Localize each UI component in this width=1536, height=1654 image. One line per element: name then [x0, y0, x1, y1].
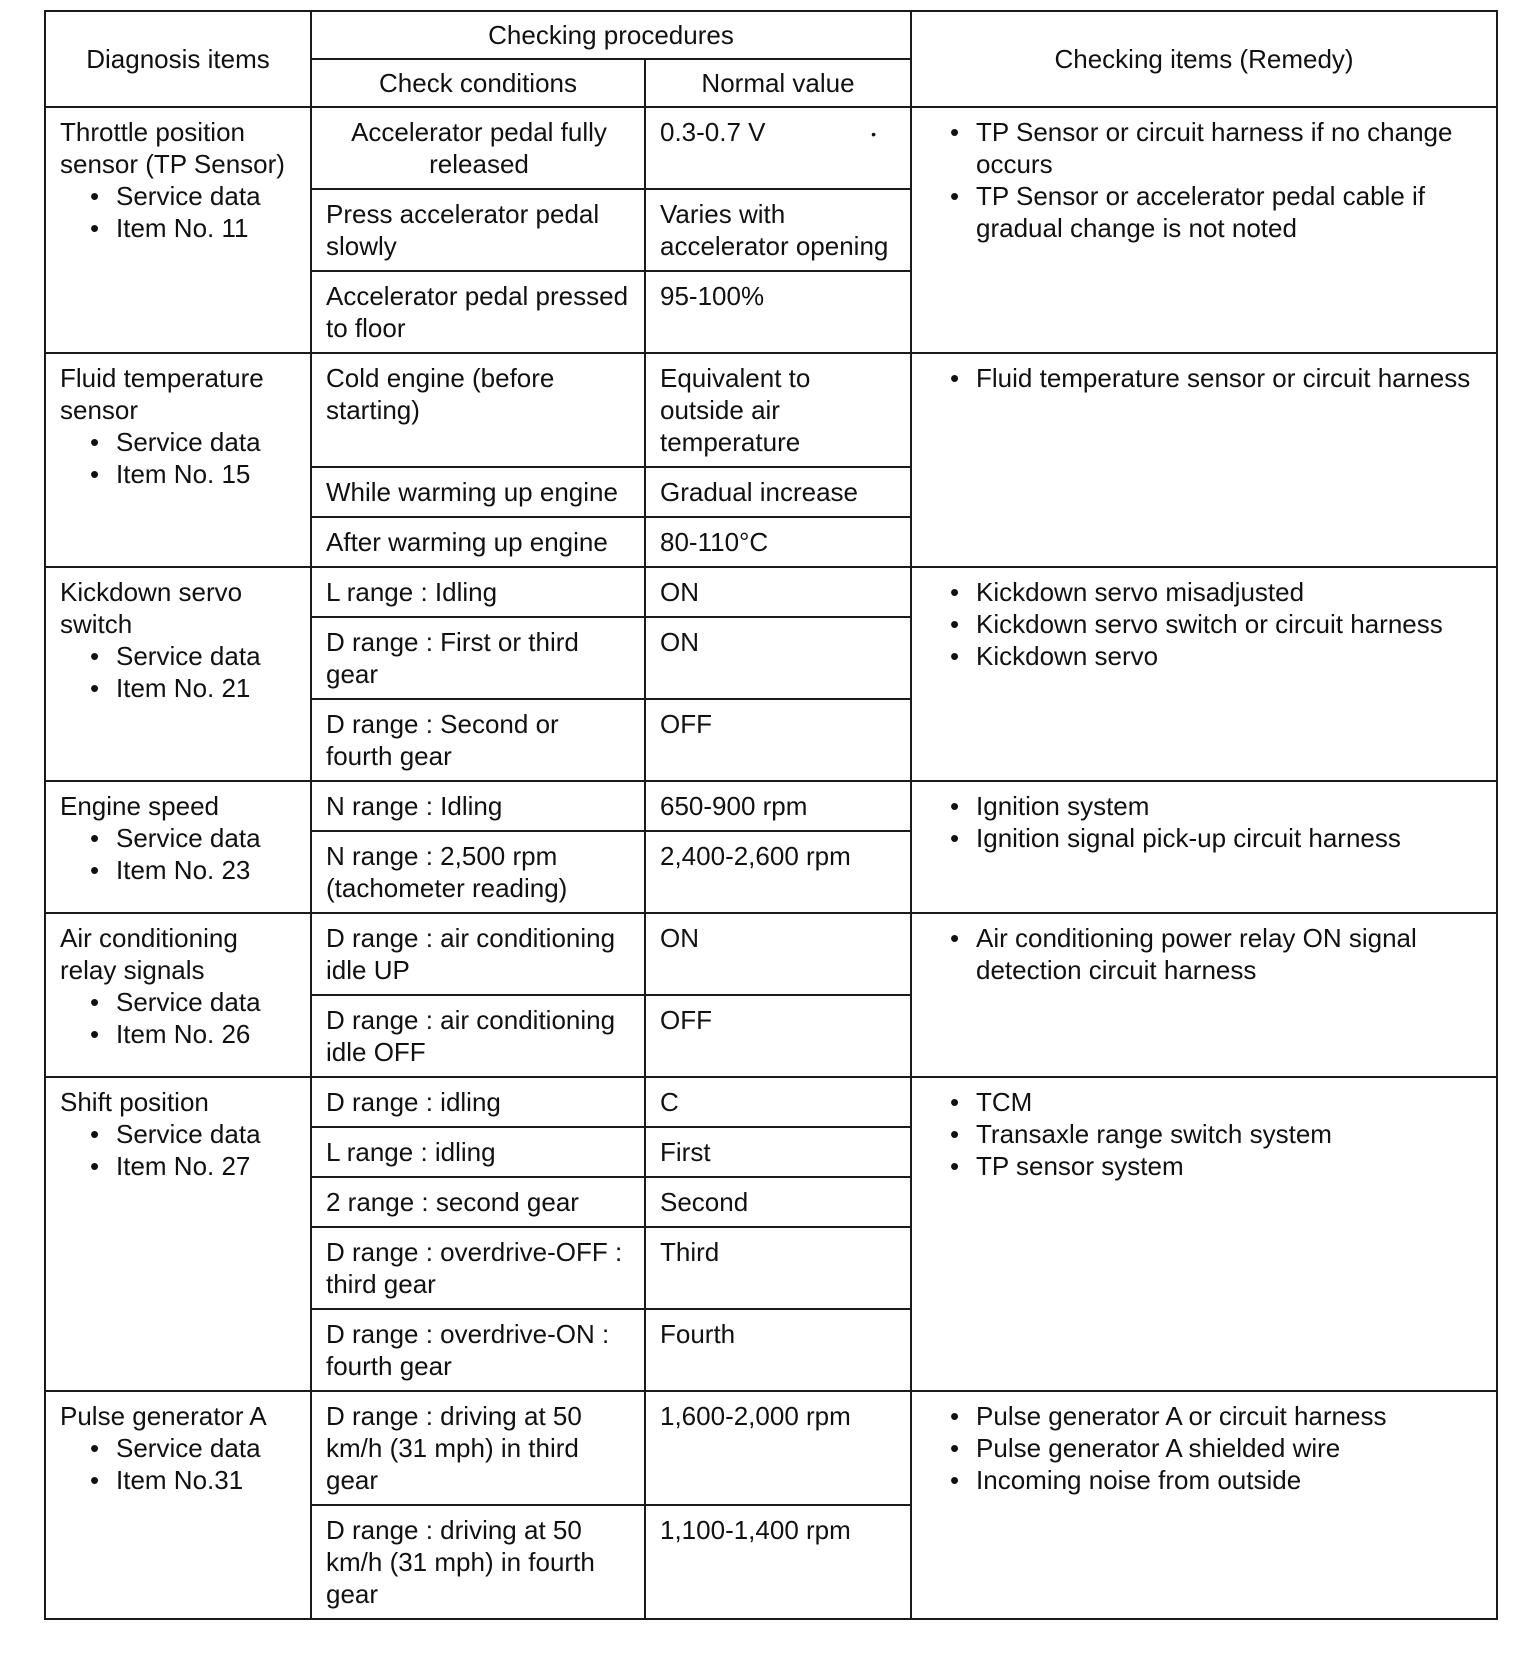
normal-value-text: 1,100-1,400 rpm [660, 1515, 851, 1545]
check-condition-cell: Cold engine (before starting) [311, 353, 645, 467]
remedy-item: • Air conditioning power relay ON signal detection circuit harness [950, 922, 1484, 986]
remedy-item: • TP Sensor or accelerator pedal cable if gradual change is not noted [950, 180, 1484, 244]
remedy-list [926, 362, 1484, 394]
diagnosis-sub-list [60, 426, 298, 490]
check-condition-cell: D range : Second or fourth gear [311, 699, 645, 781]
normal-value-cell [645, 1505, 911, 1619]
header-checking-procedures: Checking procedures [311, 11, 911, 59]
header-diagnosis-items: Diagnosis items [45, 11, 311, 107]
check-condition-cell: L range : idling [311, 1127, 645, 1177]
remedy-item: • TCM [950, 1086, 1484, 1118]
diagnosis-item-cell [45, 781, 311, 913]
check-condition-cell: L range : Idling [311, 567, 645, 617]
remedy-item: • Transaxle range switch system [950, 1118, 1484, 1150]
check-condition-cell: N range : 2,500 rpm (tachometer reading) [311, 831, 645, 913]
normal-value-text: Varies with accelerator opening [660, 199, 889, 261]
diagnosis-sub-item: • Item No.31 [90, 1464, 298, 1496]
check-condition-cell: Accelerator pedal fully released [311, 107, 645, 189]
diagnosis-item-cell [45, 913, 311, 1077]
check-condition-cell: D range : air conditioning idle OFF [311, 995, 645, 1077]
remedy-cell [911, 913, 1497, 1077]
table-row [45, 781, 1497, 831]
remedy-item: • Incoming noise from outside [950, 1464, 1484, 1496]
normal-value-text: Gradual increase [660, 477, 858, 507]
remedy-list [926, 1400, 1484, 1496]
remedy-item: • Kickdown servo [950, 640, 1484, 672]
normal-value-text: 650-900 rpm [660, 791, 808, 821]
diagnosis-sub-list [60, 1118, 298, 1182]
header-normal-value: Normal value [645, 59, 911, 107]
remedy-cell [911, 567, 1497, 781]
table-row [45, 107, 1497, 189]
normal-value-cell [645, 617, 911, 699]
normal-value-text: C [660, 1087, 679, 1117]
normal-value-cell [645, 567, 911, 617]
diagnosis-item-cell [45, 353, 311, 567]
diagnosis-item-name: Fluid temperature sensor [60, 363, 264, 425]
diagnosis-sub-list [60, 640, 298, 704]
normal-value-text: ON [660, 923, 699, 953]
diagnosis-sub-list [60, 1432, 298, 1496]
diagnosis-sub-item: • Item No. 15 [90, 458, 298, 490]
normal-value-text: OFF [660, 1005, 712, 1035]
check-condition-cell: 2 range : second gear [311, 1177, 645, 1227]
header-row-1 [45, 11, 1497, 59]
stray-mark: • [871, 126, 877, 142]
normal-value-cell [645, 271, 911, 353]
table-body [45, 107, 1497, 1619]
diagnosis-item-name: Kickdown servo switch [60, 577, 243, 639]
normal-value-text: 80-110°C [660, 527, 769, 557]
normal-value-cell [645, 1077, 911, 1127]
diagnosis-sub-item: • Service data [90, 426, 298, 458]
remedy-item: • TP sensor system [950, 1150, 1484, 1182]
diagnosis-table [44, 10, 1498, 1620]
remedy-item: • Kickdown servo misadjusted [950, 576, 1484, 608]
diagnosis-item-name: Air conditioning relay signals [60, 923, 238, 985]
remedy-item: • Ignition system [950, 790, 1484, 822]
normal-value-cell [645, 107, 911, 189]
diagnosis-item-cell [45, 1391, 311, 1619]
diagnosis-sub-item: • Service data [90, 640, 298, 672]
diagnosis-sub-item: • Service data [90, 822, 298, 854]
normal-value-cell [645, 1391, 911, 1505]
check-condition-cell: D range : overdrive-OFF : third gear [311, 1227, 645, 1309]
diagnosis-item-cell [45, 567, 311, 781]
check-condition-cell: Press accelerator pedal slowly [311, 189, 645, 271]
diagnosis-item-cell [45, 107, 311, 353]
diagnosis-item-name: Shift position [60, 1087, 209, 1117]
remedy-list [926, 790, 1484, 854]
diagnosis-sub-list [60, 986, 298, 1050]
remedy-list [926, 116, 1484, 244]
remedy-cell [911, 1391, 1497, 1619]
diagnosis-sub-item: • Service data [90, 180, 298, 212]
normal-value-cell [645, 699, 911, 781]
normal-value-text: 1,600-2,000 rpm [660, 1401, 851, 1431]
normal-value-cell [645, 467, 911, 517]
remedy-item: • Fluid temperature sensor or circuit harness [950, 362, 1484, 394]
normal-value-text: OFF [660, 709, 712, 739]
remedy-list [926, 922, 1484, 986]
normal-value-cell [645, 353, 911, 467]
normal-value-text: 95-100% [660, 281, 765, 311]
header-checking-items: Checking items (Remedy) [911, 11, 1497, 107]
check-condition-cell: D range : driving at 50 km/h (31 mph) in fourth gear [311, 1505, 645, 1619]
check-condition-cell: D range : First or third gear [311, 617, 645, 699]
remedy-item: • TP Sensor or circuit harness if no change occurs [950, 116, 1484, 180]
normal-value-text: 0.3-0.7 V [660, 117, 766, 147]
remedy-list [926, 576, 1484, 672]
diagnosis-sub-item: • Item No. 11 [90, 212, 298, 244]
table-row [45, 1391, 1497, 1505]
diagnosis-item-cell [45, 1077, 311, 1391]
normal-value-text: First [660, 1137, 711, 1167]
check-condition-cell: After warming up engine [311, 517, 645, 567]
remedy-cell [911, 353, 1497, 567]
table-row [45, 1077, 1497, 1127]
normal-value-text: ON [660, 577, 699, 607]
diagnosis-sub-item: • Service data [90, 986, 298, 1018]
normal-value-cell [645, 1127, 911, 1177]
header-check-conditions: Check conditions [311, 59, 645, 107]
normal-value-cell [645, 831, 911, 913]
normal-value-cell [645, 781, 911, 831]
normal-value-text: Fourth [660, 1319, 736, 1349]
normal-value-cell [645, 1227, 911, 1309]
check-condition-cell: D range : air conditioning idle UP [311, 913, 645, 995]
remedy-cell [911, 781, 1497, 913]
check-condition-cell: N range : Idling [311, 781, 645, 831]
diagnosis-sub-item: • Service data [90, 1118, 298, 1150]
normal-value-text: Equivalent to outside air temperature [660, 363, 811, 457]
remedy-item: • Ignition signal pick-up circuit harness [950, 822, 1484, 854]
normal-value-cell [645, 913, 911, 995]
diagnosis-sub-list [60, 180, 298, 244]
normal-value-text: ON [660, 627, 699, 657]
table-row [45, 567, 1497, 617]
diagnosis-sub-item: • Item No. 21 [90, 672, 298, 704]
table-row [45, 913, 1497, 995]
normal-value-text: Second [660, 1187, 749, 1217]
diagnosis-sub-item: • Service data [90, 1432, 298, 1464]
check-condition-cell: Accelerator pedal pressed to floor [311, 271, 645, 353]
diagnosis-item-name: Engine speed [60, 791, 220, 821]
normal-value-cell [645, 189, 911, 271]
check-condition-cell: D range : overdrive-ON : fourth gear [311, 1309, 645, 1391]
table-row [45, 353, 1497, 467]
diagnosis-sub-item: • Item No. 26 [90, 1018, 298, 1050]
check-condition-cell: While warming up engine [311, 467, 645, 517]
normal-value-text: Third [660, 1237, 720, 1267]
normal-value-cell [645, 1177, 911, 1227]
remedy-cell [911, 1077, 1497, 1391]
normal-value-cell [645, 1309, 911, 1391]
remedy-item: • Kickdown servo switch or circuit harness [950, 608, 1484, 640]
diagnosis-sub-list [60, 822, 298, 886]
check-condition-cell: D range : driving at 50 km/h (31 mph) in third gear [311, 1391, 645, 1505]
diagnosis-item-name: Throttle position sensor (TP Sensor) [60, 117, 285, 179]
diagnosis-sub-item: • Item No. 27 [90, 1150, 298, 1182]
remedy-item: • Pulse generator A or circuit harness [950, 1400, 1484, 1432]
check-condition-cell: D range : idling [311, 1077, 645, 1127]
remedy-cell [911, 107, 1497, 353]
remedy-item: • Pulse generator A shielded wire [950, 1432, 1484, 1464]
diagnosis-sub-item: • Item No. 23 [90, 854, 298, 886]
normal-value-text: 2,400-2,600 rpm [660, 841, 851, 871]
normal-value-cell [645, 995, 911, 1077]
remedy-list [926, 1086, 1484, 1182]
normal-value-cell [645, 517, 911, 567]
diagnosis-item-name: Pulse generator A [60, 1401, 267, 1431]
